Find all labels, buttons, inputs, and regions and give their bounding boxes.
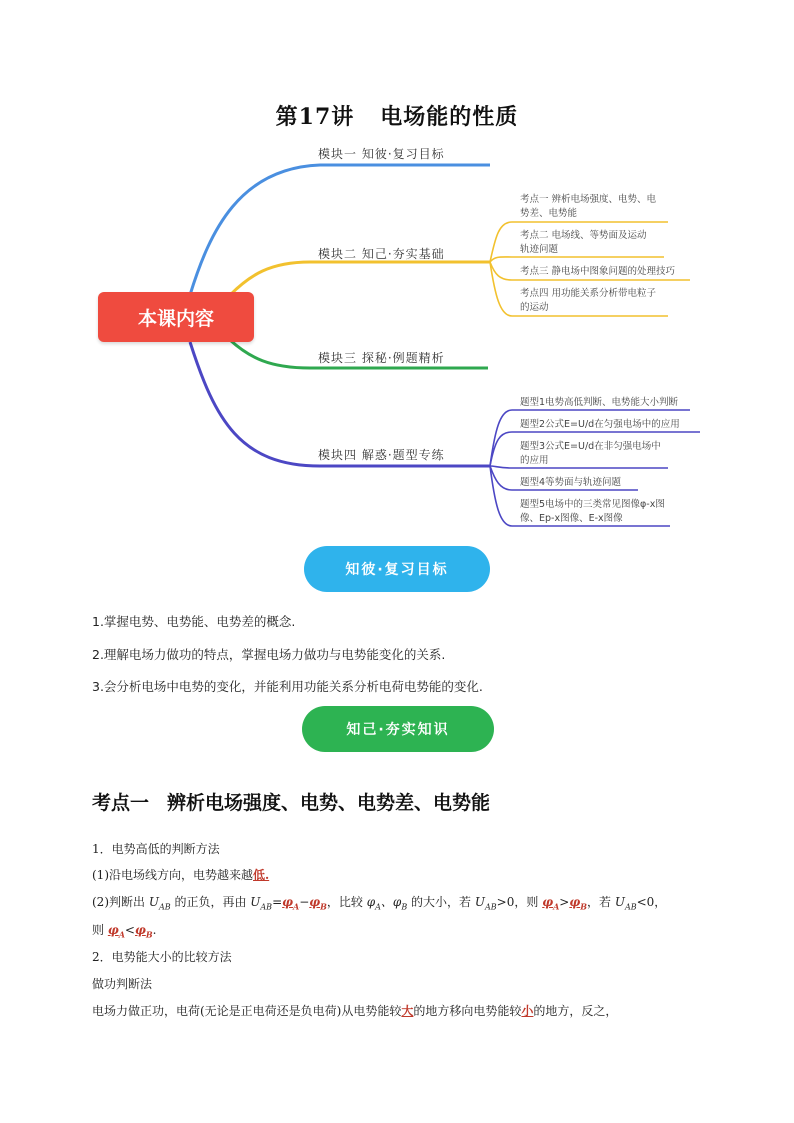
module4-item-3: 题型3公式E=U/d在非匀强电场中的应用 <box>520 441 661 466</box>
branch-2-label: 模块二 知己·夯实基础 <box>318 247 445 261</box>
mindmap-diagram <box>0 0 794 560</box>
module4-item-5: 题型5电场中的三类常见图像φ-x图像、Ep-x图像、E-x图像 <box>520 499 665 524</box>
method-heading-1: 1．电势高低的判断方法 <box>92 842 220 856</box>
objective-2: 2.理解电场力做功的特点，掌握电场力做功与电势能变化的关系. <box>92 647 446 662</box>
central-node: 本课内容 <box>98 292 254 342</box>
module2-item-3: 考点三 静电场中图象问题的处理技巧 <box>520 266 676 277</box>
work-method-text: 电场力做正功，电荷(无论是正电荷还是负电荷)从电势能较大的地方移向电势能较小的地方，反之， <box>92 1004 618 1018</box>
module4-item-4: 题型4等势面与轨迹问题 <box>520 477 622 488</box>
method-2-line: (2)判断出 $U_{AB}$ 的正负，再由 $U_{AB}=\varphi_A-\varphi_B$，比较 $\varphi_A$、$\varphi_B$ 的大小，若 $U_{AB}>0$，则 $\varphi_A>\varphi_B$，若 $U_{AB}<0$， <box>92 895 667 912</box>
objective-1: 1.掌握电势、电势能、电势差的概念. <box>92 614 296 629</box>
module2-item-2: 考点二 电场线、等势面及运动轨迹问题 <box>520 230 647 255</box>
review-goals-banner: 知彼·复习目标 <box>304 546 490 592</box>
work-method-label: 做功判断法 <box>92 977 153 991</box>
module2-item-1: 考点一 辨析电场强度、电势、电势差、电势能 <box>520 194 657 219</box>
section-number: 考点一 <box>92 792 150 814</box>
section-heading <box>92 788 490 815</box>
method-1-line: (1)沿电场线方向，电势越来越低. <box>92 868 270 882</box>
lecture-topic: 电场能的性质 <box>380 104 519 130</box>
branch-2-curve <box>230 262 490 295</box>
answer-small: 小 <box>521 1004 534 1018</box>
section-title: 辨析电场强度、电势、电势差、电势能 <box>167 792 491 814</box>
branch-1-label: 模块一 知彼·复习目标 <box>318 147 445 161</box>
answer-low: 低. <box>253 868 270 882</box>
math-uab: $U_{AB}$ <box>148 895 171 912</box>
math-phi-gt: $\varphi_A>\varphi_B$ <box>542 895 587 912</box>
lecture-number: 第17讲 <box>275 104 355 130</box>
branch-4-label: 模块四 解惑·题型专练 <box>318 448 445 462</box>
module4-item-2: 题型2公式E=U/d在匀强电场中的应用 <box>520 419 680 430</box>
branch-3-label: 模块三 探秘·例题精析 <box>318 351 445 365</box>
answer-big: 大 <box>401 1004 414 1018</box>
method-2-line-cont: 则 $\varphi_A<\varphi_B$. <box>92 923 157 940</box>
math-uab-formula: $U_{AB}=\varphi_A-\varphi_B$ <box>250 895 327 912</box>
branch-1-curve <box>190 165 490 295</box>
objective-3: 3.会分析电场中电势的变化，并能利用功能关系分析电荷电势能的变化. <box>92 679 483 694</box>
module2-item-4: 考点四 用功能关系分析带电粒子的运动 <box>520 288 657 313</box>
math-phi-lt: $\varphi_A<\varphi_B$. <box>107 923 157 940</box>
method-heading-2: 2．电势能大小的比较方法 <box>92 950 232 964</box>
module4-item-1: 题型1电势高低判断、电势能大小判断 <box>520 397 679 408</box>
math-phi-pair: $\varphi_A$、$\varphi_B$ <box>366 895 408 912</box>
basics-banner: 知己·夯实知识 <box>302 706 494 752</box>
